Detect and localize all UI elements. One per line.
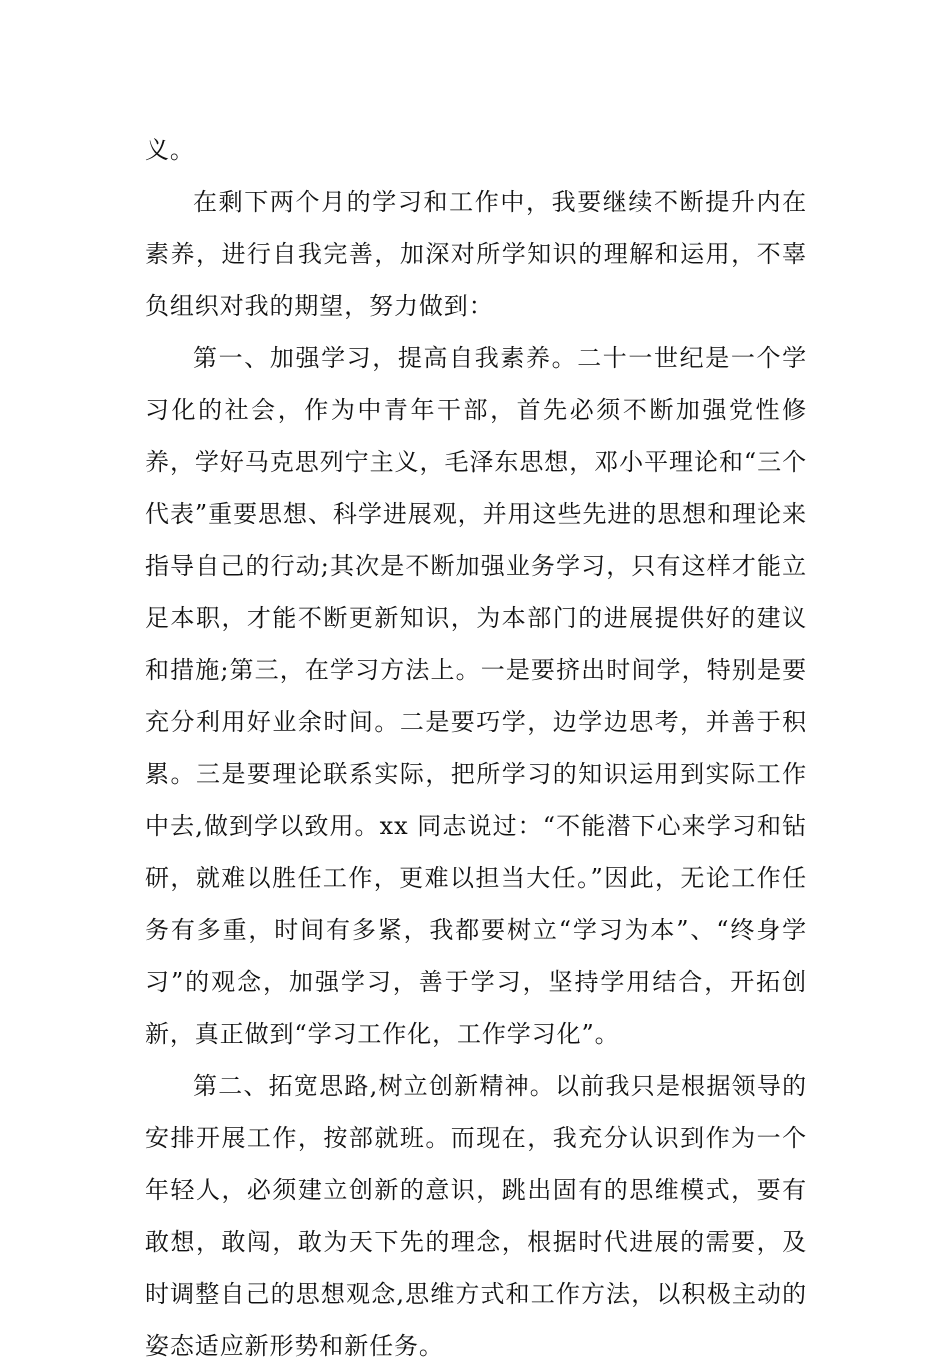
paragraph-continuation: 义。 <box>145 136 195 164</box>
paragraph-second-point: 第二、拓宽思路,树立创新精神。以前我只是根据领导的安排开展工作，按部就班。而现在，我充分认识到作为一个年轻人，必须建立创新的意识，跳出固有的思维模式，要有敢想，敢闯，敢为天下先的理念，根据时代进展的需要，及时调整自己的思想观念,思维方式和工作方法，以积极主动的姿态适应新形势和新任务。 <box>145 1072 807 1360</box>
document-body <box>145 124 807 1372</box>
paragraph-intro: 在剩下两个月的学习和工作中，我要继续不断提升内在素养，进行自我完善，加深对所学知识的理解和运用，不辜负组织对我的期望，努力做到： <box>145 188 807 320</box>
paragraph-first-point: 第一、加强学习，提高自我素养。二十一世纪是一个学习化的社会，作为中青年干部，首先必须不断加强党性修养，学好马克思列宁主义，毛泽东思想，邓小平理论和“三个代表”重要思想、科学进展观，并用这些先进的思想和理论来指导自己的行动;其次是不断加强业务学习，只有这样才能立足本职，才能不断更新知识，为本部门的进展提供好的建议和措施;第三，在学习方法上。一是要挤出时间学，特别是要充分利用好业余时间。二是要巧学，边学边思考，并善于积累。三是要理论联系实际，把所学习的知识运用到实际工作中去,做到学以致用。xx 同志说过：“不能潜下心来学习和钻研，就难以胜任工作，更难以担当大任。”因此，无论工作任务有多重，时间有多紧，我都要树立“学习为本”、“终身学习”的观念，加强学习，善于学习，坚持学用结合，开拓创新，真正做到“学习工作化，工作学习化”。 <box>145 344 807 1048</box>
